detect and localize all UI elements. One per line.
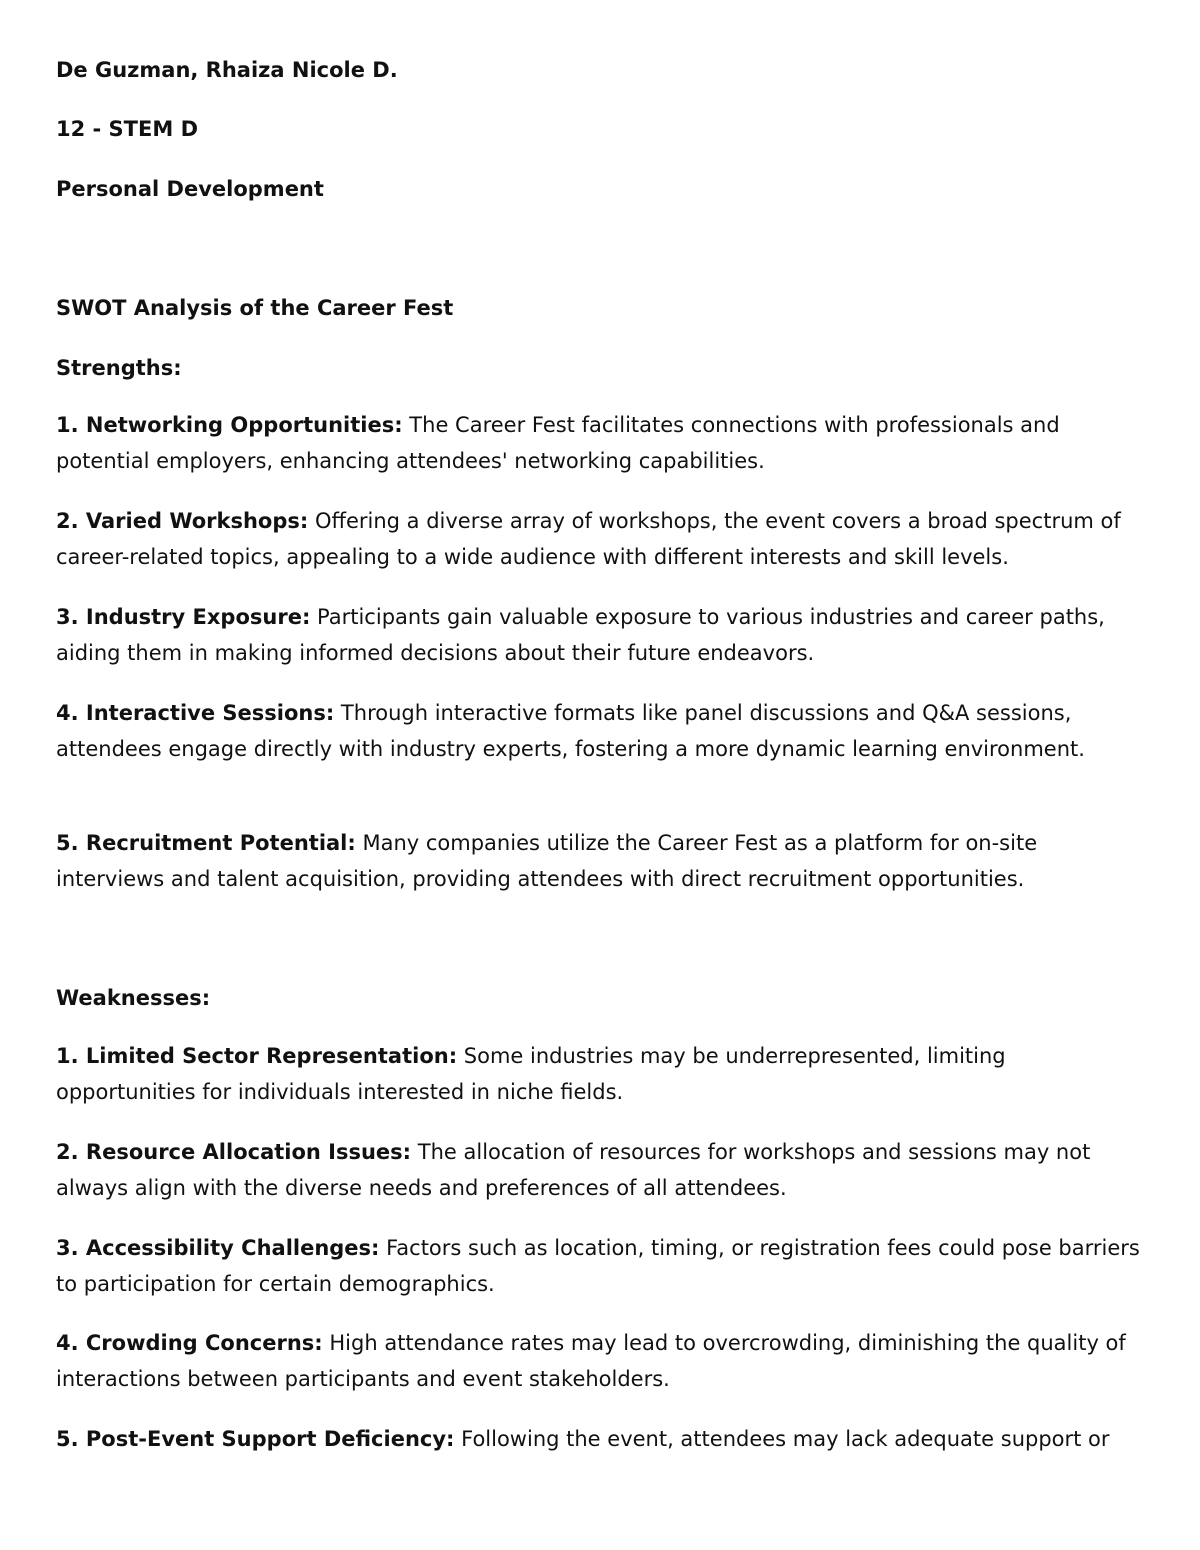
weakness-item-5 <box>56 1421 1150 1457</box>
item-text: Many companies utilize the Career Fest as a platform for on-site interviews and talent acquisition, providing attendees with direct recruitment opportunities. <box>56 831 1038 891</box>
item-text: Following the event, attendees may lack adequate support or <box>454 1427 1110 1451</box>
document-title: SWOT Analysis of the Career Fest <box>56 296 454 320</box>
item-lead: 5. Post-Event Support Deficiency: <box>56 1427 455 1451</box>
item-text: Some industries may be underrepresented, limiting opportunities for individuals interested in niche fields. <box>56 1044 1006 1104</box>
strength-item-2 <box>56 503 1150 575</box>
item-text: Offering a diverse array of workshops, the event covers a broad spectrum of career-related topics, appealing to a wide audience with different interests and skill levels. <box>56 509 1121 569</box>
weaknesses-heading: Weaknesses: <box>56 986 211 1010</box>
student-name: De Guzman, Rhaiza Nicole D. <box>56 58 398 82</box>
item-lead: 1. Networking Opportunities: <box>56 413 403 437</box>
item-text: High attendance rates may lead to overcrowding, diminishing the quality of interactions between participants and event stakeholders. <box>56 1331 1126 1391</box>
item-lead: 5. Recruitment Potential: <box>56 831 356 855</box>
item-lead: 1. Limited Sector Representation: <box>56 1044 458 1068</box>
item-lead: 4. Interactive Sessions: <box>56 701 335 725</box>
item-text: The Career Fest facilitates connections with professionals and potential employers, enhancing attendees' networking capabilities. <box>56 413 1060 473</box>
strength-item-5 <box>56 825 1150 897</box>
item-lead: 3. Accessibility Challenges: <box>56 1236 380 1260</box>
item-text: Factors such as location, timing, or registration fees could pose barriers to participation for certain demographics. <box>56 1236 1140 1296</box>
class-section: 12 - STEM D <box>56 117 198 141</box>
item-lead: 3. Industry Exposure: <box>56 605 311 629</box>
subject-title: Personal Development <box>56 177 324 201</box>
strength-item-1 <box>56 407 1150 479</box>
item-text: The allocation of resources for workshops and sessions may not always align with the diverse needs and preferences of all attendees. <box>56 1140 1091 1200</box>
item-text: Through interactive formats like panel discussions and Q&A sessions, attendees engage directly with industry experts, fostering a more dynamic learning environment. <box>56 701 1085 761</box>
item-lead: 2. Resource Allocation Issues: <box>56 1140 412 1164</box>
weakness-item-1 <box>56 1038 1150 1110</box>
item-text: Participants gain valuable exposure to various industries and career paths, aiding them in making informed decisions about their future endeavors. <box>56 605 1105 665</box>
strength-item-4 <box>56 695 1150 767</box>
strengths-heading: Strengths: <box>56 356 182 380</box>
item-lead: 2. Varied Workshops: <box>56 509 309 533</box>
strength-item-3 <box>56 599 1150 671</box>
weakness-item-3 <box>56 1230 1150 1302</box>
weakness-item-4 <box>56 1325 1150 1397</box>
item-lead: 4. Crowding Concerns: <box>56 1331 323 1355</box>
weakness-item-2 <box>56 1134 1150 1206</box>
